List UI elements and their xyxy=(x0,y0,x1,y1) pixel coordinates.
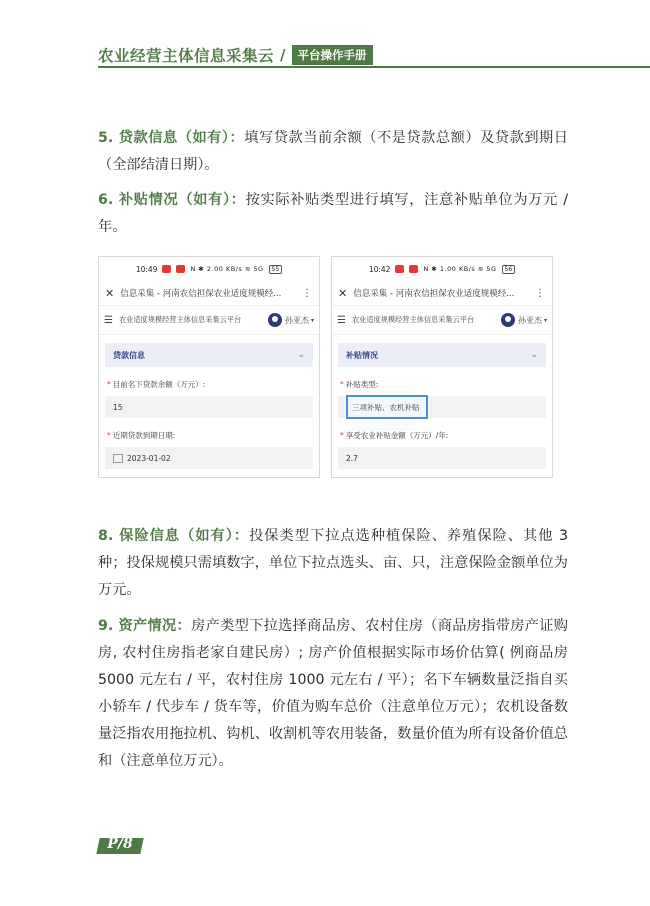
status-bar xyxy=(99,257,319,281)
paragraph-body: 房产类型下拉选择商品房、农村住房（商品房指带房产证购房, 农村住房指老家自建民房）; 房产价值根据实际市场价估算( 例商品房 5000 元左右 / 平，农村住房 1000 元左右 / 平）；名下车辆数量泛指自买小轿车 / 代步车 / 货车等，价值为购车总价（注意单位万元）；农机设备数量泛指农用拖拉机、钩机、收割机等农用装备，数量价值为所有设备价值总和（注意单位万元）。 xyxy=(98,618,568,769)
app-bar xyxy=(99,306,319,335)
field-label xyxy=(340,379,546,390)
page-title: 信息采集 - 河南农信担保农业适度规模经... xyxy=(120,289,282,299)
user-name[interactable]: 孙亚杰 xyxy=(284,315,309,325)
required-icon: * xyxy=(107,431,111,440)
paragraph-loan xyxy=(98,125,568,179)
field-label xyxy=(340,430,546,441)
required-icon: * xyxy=(340,431,344,440)
chevron-down-icon[interactable]: ▾ xyxy=(310,316,314,324)
calendar-icon xyxy=(113,454,123,463)
chevron-down-icon[interactable]: ⌄ xyxy=(530,350,538,360)
title-bar xyxy=(99,281,319,306)
chevron-down-icon[interactable]: ▾ xyxy=(543,316,547,324)
page-number: P/8 xyxy=(107,836,133,852)
date-value: 2023-01-02 xyxy=(127,453,171,463)
more-icon[interactable]: ⋮ xyxy=(302,287,313,299)
avatar-icon[interactable] xyxy=(501,313,515,327)
title-bar xyxy=(332,281,552,306)
paragraph-body: 填写贷款当前余额（不是贷款总额）及贷款到期日（全部结清日期）。 xyxy=(98,130,568,173)
paragraph-heading: 6. 补贴情况（如有）： xyxy=(98,192,246,208)
status-bar xyxy=(332,257,552,281)
header-title: 农业经营主体信息采集云 xyxy=(98,47,275,65)
paragraph-body: 投保类型下拉点选种植保险、养殖保险、其他 3 种；投保规模只需填数字，单位下拉点选头、亩、只，注意保险金额单位为万元。 xyxy=(98,528,568,598)
loan-balance-input[interactable]: 15 xyxy=(105,396,313,418)
field-label xyxy=(107,430,313,441)
user-name[interactable]: 孙亚杰 xyxy=(517,315,542,325)
app-name: 农业适度规模经营主体信息采集云平台 xyxy=(118,315,242,324)
section-header-loan[interactable] xyxy=(105,343,313,367)
header-tag: 平台操作手册 xyxy=(292,45,373,65)
battery-icon: 56 xyxy=(502,265,516,274)
status-time: 10:49 xyxy=(135,264,158,274)
menu-icon[interactable]: ☰ xyxy=(337,314,346,326)
page-header xyxy=(98,44,373,66)
menu-icon[interactable]: ☰ xyxy=(104,314,113,326)
status-time: 10:42 xyxy=(368,264,391,274)
close-icon[interactable]: ✕ xyxy=(338,286,348,300)
paragraph-heading: 8. 保险信息（如有）： xyxy=(98,528,250,544)
avatar-icon[interactable] xyxy=(268,313,282,327)
field-label-text: 补贴类型: xyxy=(345,380,379,389)
paragraph-heading: 5. 贷款信息（如有）： xyxy=(98,130,245,146)
loan-due-date-input[interactable] xyxy=(105,447,313,469)
paragraph-body: 按实际补贴类型进行填写，注意补贴单位为万元 / 年。 xyxy=(98,192,568,235)
required-icon: * xyxy=(107,380,111,389)
paragraph-insurance xyxy=(98,523,568,604)
notification-icon xyxy=(409,265,418,273)
field-label xyxy=(107,379,313,390)
notification-icon xyxy=(395,265,404,273)
paragraph-heading: 9. 资产情况： xyxy=(98,618,192,634)
battery-icon: 55 xyxy=(269,265,283,274)
subsidy-type-highlight[interactable]: 三项补贴、农机补贴 xyxy=(346,395,428,419)
section-header-subsidy[interactable] xyxy=(338,343,546,367)
signal-indicators: N ✱ 1.00 KB/s ≋ 5G xyxy=(423,265,497,273)
required-icon: * xyxy=(340,380,344,389)
paragraph-assets xyxy=(98,613,568,775)
close-icon[interactable]: ✕ xyxy=(105,286,115,300)
notification-icon xyxy=(176,265,185,273)
section-label: 补贴情况 xyxy=(346,350,378,360)
app-name: 农业适度规模经营主体信息采集云平台 xyxy=(351,315,475,324)
field-label-text: 近期贷款到期日期: xyxy=(112,431,176,440)
header-slash: / xyxy=(280,46,286,64)
paragraph-subsidy xyxy=(98,187,568,241)
signal-indicators: N ✱ 2.00 KB/s ≋ 5G xyxy=(190,265,264,273)
page-title: 信息采集 - 河南农信担保农业适度规模经... xyxy=(353,289,515,299)
section-label: 贷款信息 xyxy=(113,350,145,360)
field-label-text: 享受农业补贴金额（万元）/年: xyxy=(345,431,449,440)
field-label-text: 目前名下贷款余额（万元）: xyxy=(112,380,206,389)
chevron-down-icon[interactable]: ⌄ xyxy=(297,350,305,360)
subsidy-type-select[interactable] xyxy=(338,396,546,418)
app-bar xyxy=(332,306,552,335)
notification-icon xyxy=(162,265,171,273)
header-divider xyxy=(98,66,650,68)
screenshot-loan xyxy=(98,256,320,478)
screenshot-subsidy xyxy=(331,256,553,478)
subsidy-amount-input[interactable]: 2.7 xyxy=(338,447,546,469)
more-icon[interactable]: ⋮ xyxy=(535,287,546,299)
